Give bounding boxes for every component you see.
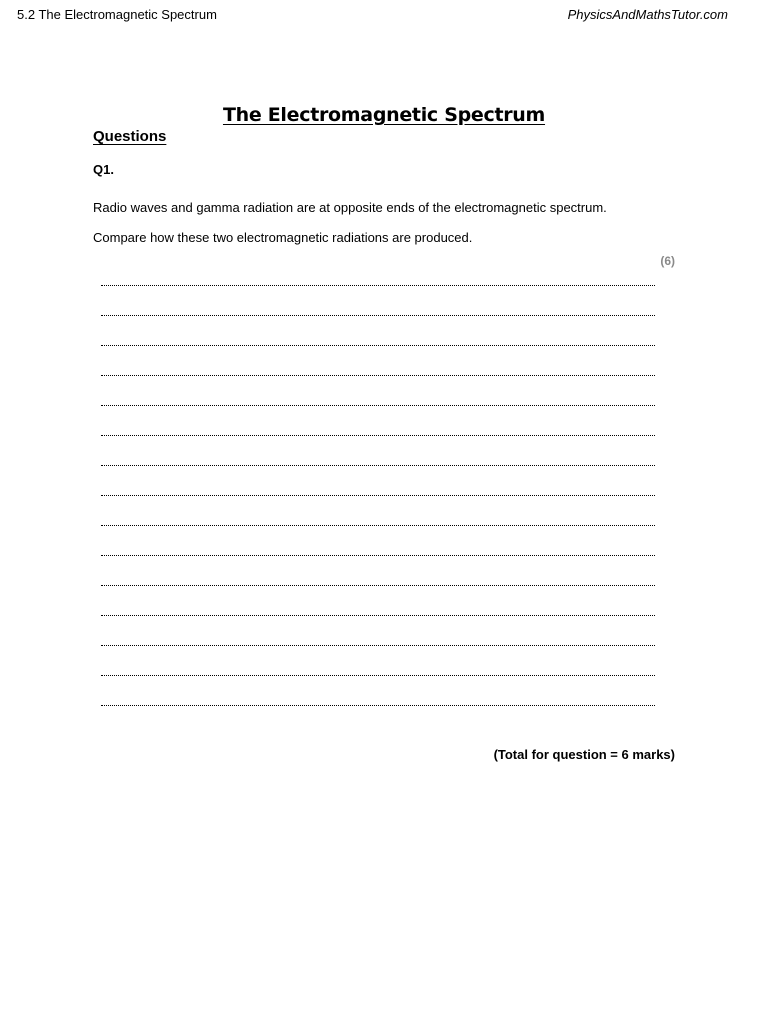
answer-line — [101, 285, 655, 286]
answer-lines — [101, 285, 655, 735]
answer-line — [101, 435, 655, 436]
section-heading: Questions — [93, 128, 167, 145]
question-text-line-1: Radio waves and gamma radiation are at opposite ends of the electromagnetic spectrum. — [93, 200, 607, 215]
answer-line — [101, 525, 655, 526]
answer-line — [101, 555, 655, 556]
answer-line — [101, 585, 655, 586]
running-header-site: PhysicsAndMathsTutor.com — [567, 7, 728, 22]
page-title: The Electromagnetic Spectrum — [222, 104, 546, 126]
answer-line — [101, 465, 655, 466]
question-total: (Total for question = 6 marks) — [493, 747, 675, 762]
question-text-line-2: Compare how these two electromagnetic radiations are produced. — [93, 230, 473, 245]
answer-line — [101, 315, 655, 316]
marks-indicator: (6) — [660, 254, 675, 268]
answer-line — [101, 705, 655, 706]
answer-line — [101, 495, 655, 496]
answer-line — [101, 405, 655, 406]
answer-line — [101, 615, 655, 616]
running-header-title: 5.2 The Electromagnetic Spectrum — [17, 7, 217, 22]
answer-line — [101, 375, 655, 376]
answer-line — [101, 645, 655, 646]
answer-line — [101, 345, 655, 346]
question-number: Q1. — [93, 162, 114, 177]
answer-line — [101, 675, 655, 676]
